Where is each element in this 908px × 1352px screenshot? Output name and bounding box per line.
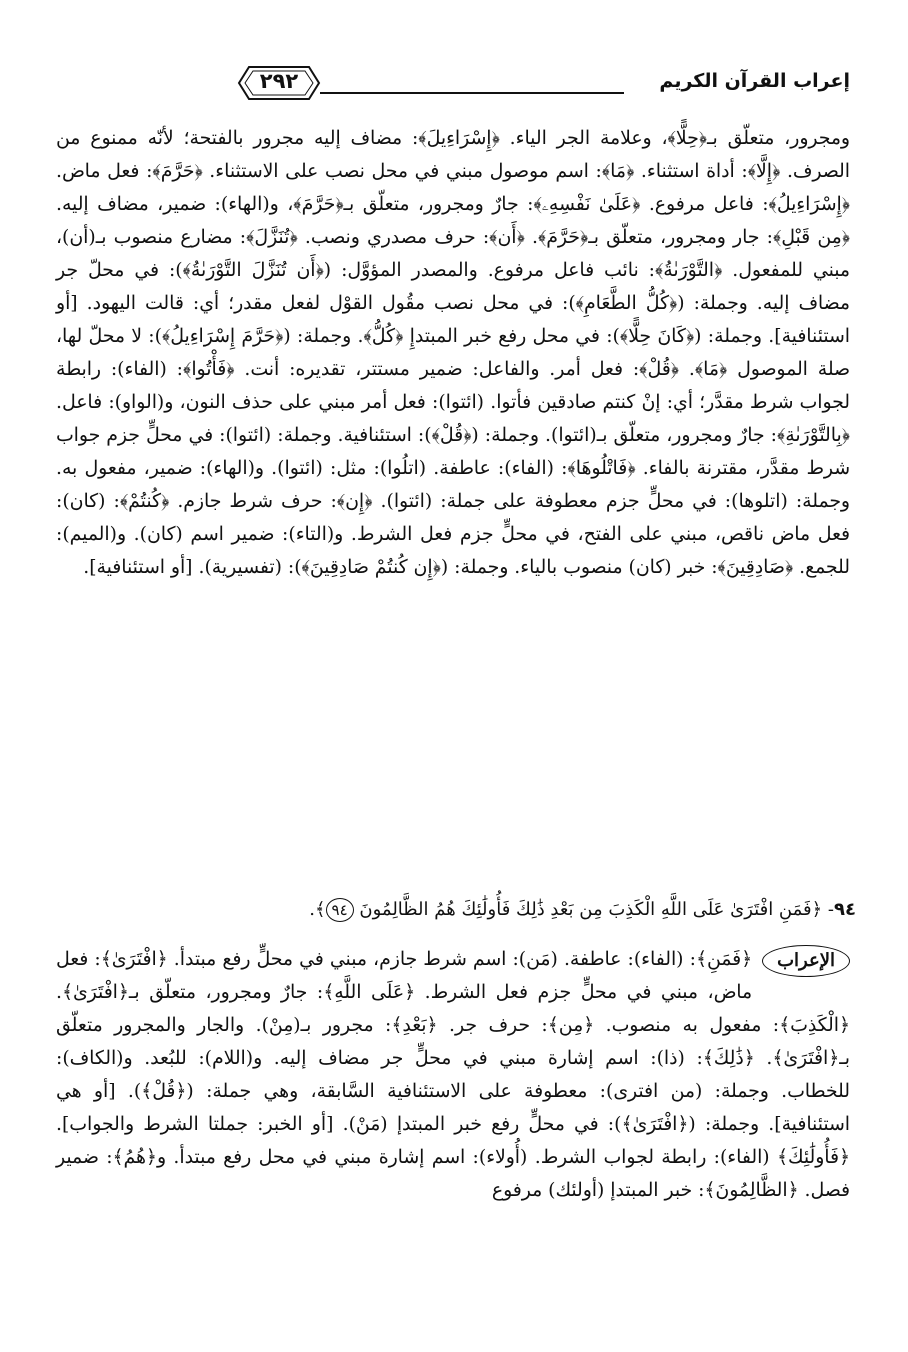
irab-label-badge: الإعراب — [762, 945, 850, 977]
header-divider — [320, 92, 624, 94]
paragraph: ومجرور، متعلّق بـ﴿حِلًّا﴾، وعلامة الجر الياء. ﴿إِسْرَاءِيلَ﴾: مضاف إليه مجرور بالفتحة؛ لأنّه ممنوع من الصرف. ﴿إِلَّا﴾: أداة استثناء. ﴿مَا﴾: اسم موصول مبني في محل نصب على الاستثناء. ﴿حَرَّمَ﴾: فعل ماض. ﴿إِسْرَاءِيلُ﴾: فاعل مرفوع. ﴿عَلَىٰ نَفْسِهِۦ﴾: جارٌ ومجرور، متعلّق بـ﴿حَرَّمَ﴾، و(الهاء): ضمير، مضاف إليه. ﴿مِن قَبْلِ﴾: جار ومجرور، متعلّق بـ﴿حَرَّمَ﴾. ﴿أَن﴾: حرف مصدري ونصب. ﴿تُنَزَّلَ﴾: مضارع منصوب بـ(أن)، مبني للمفعول. ﴿التَّوْرَىٰةُ﴾: نائب فاعل مرفوع. والمصدر المؤوَّل: (﴿أَن تُنَزَّلَ التَّوْرَىٰةُ﴾): في محلّ جر مضاف إليه. وجملة: (﴿كُلُّ الطَّعَامِ﴾): في محل نصب مقُول القوْل لفعل مقدر؛ أي: قالت اليهود. [أو استئنافية]. وجملة: (﴿كَانَ حِلًّا﴾): في محل رفع خبر المبتدإِ ﴿كُلُّ﴾. وجملة: (﴿حَرَّمَ إِسْرَاءِيلُ﴾): لا محلّ لها، صلة الموصول ﴿مَا﴾. ﴿قُلْ﴾: فعل أمر. والفاعل: ضمير مستتر، تقديره: أنت. ﴿فَأْتُوا﴾: (الفاء): رابطة لجواب شرط مقدَّر؛ أي: إنْ كنتم صادقين فأتوا. (ائتوا): فعل أمر مبني على حذف النون، و(الواو): فاعل. ﴿بِالتَّوْرَىٰةِ﴾: جارٌ ومجرور، متعلّق بـ(ائتوا). وجملة: (﴿قُلْ﴾): استئنافية. وجملة: (ائتوا): في محلٍّ جزم جواب شرط مقدَّر، مقترنة بالفاء. ﴿فَاتْلُوهَا﴾: (الفاء): عاطفة. (اتلُوا): مثل: (ائتوا). و(الهاء): ضمير، مفعول به. وجملة: (اتلوها): في محلٍّ جزم معطوفة على جملة: (ائتوا). ﴿إِن﴾: حرف شرط جازم. ﴿كُنتُمْ﴾: (كان): فعل ماض ناقص، مبني على الفتح، في محلٍّ جزم فعل الشرط. و(التاء): ضمير اسم (كان). و(الميم): للجمع. ﴿صَادِقِينَ﴾: خبر (كان) منصوب بالياء. وجملة: (﴿إِن كُنتُمْ صَادِقِينَ﴾): (تفسيرية). [أو استئنافية]. — [56, 128, 850, 578]
quran-verse: ٩٤- ﴿فَمَنِ افْتَرَىٰ عَلَى اللَّهِ الْكَذِبَ مِن بَعْدِ ذَٰلِكَ فَأُولَٰئِكَ هُمُ الظَّالِمُونَ ٩٤﴾. — [309, 899, 856, 920]
verse-number: ٩٤ — [834, 899, 856, 920]
book-title: إعراب القرآن الكريم — [659, 70, 850, 92]
paragraph: ﴿فَمَنِ﴾: (الفاء): عاطفة. (مَن): اسم شرط جازم، مبني في محلٍّ رفع مبتدأ. ﴿افْتَرَىٰ﴾: فعل ماض، مبني في محلٍّ جزم فعل الشرط. ﴿عَلَى اللَّهِ﴾: جارٌ ومجرور، متعلّق بـ﴿افْتَرَىٰ﴾. ﴿الْكَذِبَ﴾: مفعول به منصوب. ﴿مِن﴾: حرف جر. ﴿بَعْدِ﴾: مجرور بـ(مِنْ). والجار والمجرور متعلّق بـ﴿افْتَرَىٰ﴾. ﴿ذَٰلِكَ﴾: (ذا): اسم إشارة مبني في محلٍّ جر مضاف إليه. و(اللام): للبُعد. و(الكاف): للخطاب. وجملة: (من افترى): معطوفة على الاستئنافية السَّابقة، وهي جملة: (﴿قُلْ﴾). [أو هي استئنافية]. وجملة: (﴿افْتَرَىٰ﴾): في محلٍّ رفع خبر المبتدإ (مَنْ). [أو الخبر: جملتا الشرط والجواب]. ﴿فَأُولَٰئِكَ﴾ (الفاء): رابطة لجواب الشرط. (أُولاء): اسم إشارة مبني في محل رفع مبتدأ. و﴿هُمُ﴾: ضمير فصل. ﴿الظَّالِمُونَ﴾: خبر المبتدإ (أولئك) مرفوع — [56, 949, 850, 1201]
verse-text: ﴿فَمَنِ افْتَرَىٰ عَلَى اللَّهِ الْكَذِبَ مِن بَعْدِ ذَٰلِكَ فَأُولَٰئِكَ هُمُ الظَّالِمُونَ — [359, 899, 823, 920]
page-number: ٢٩٢ — [259, 69, 299, 93]
page-number-badge — [235, 64, 323, 102]
irab-text-verse-94 — [56, 943, 850, 1207]
irab-text-continued — [56, 122, 850, 584]
running-header — [58, 62, 850, 106]
verse-end-marker-icon: ٩٤ — [326, 898, 354, 922]
